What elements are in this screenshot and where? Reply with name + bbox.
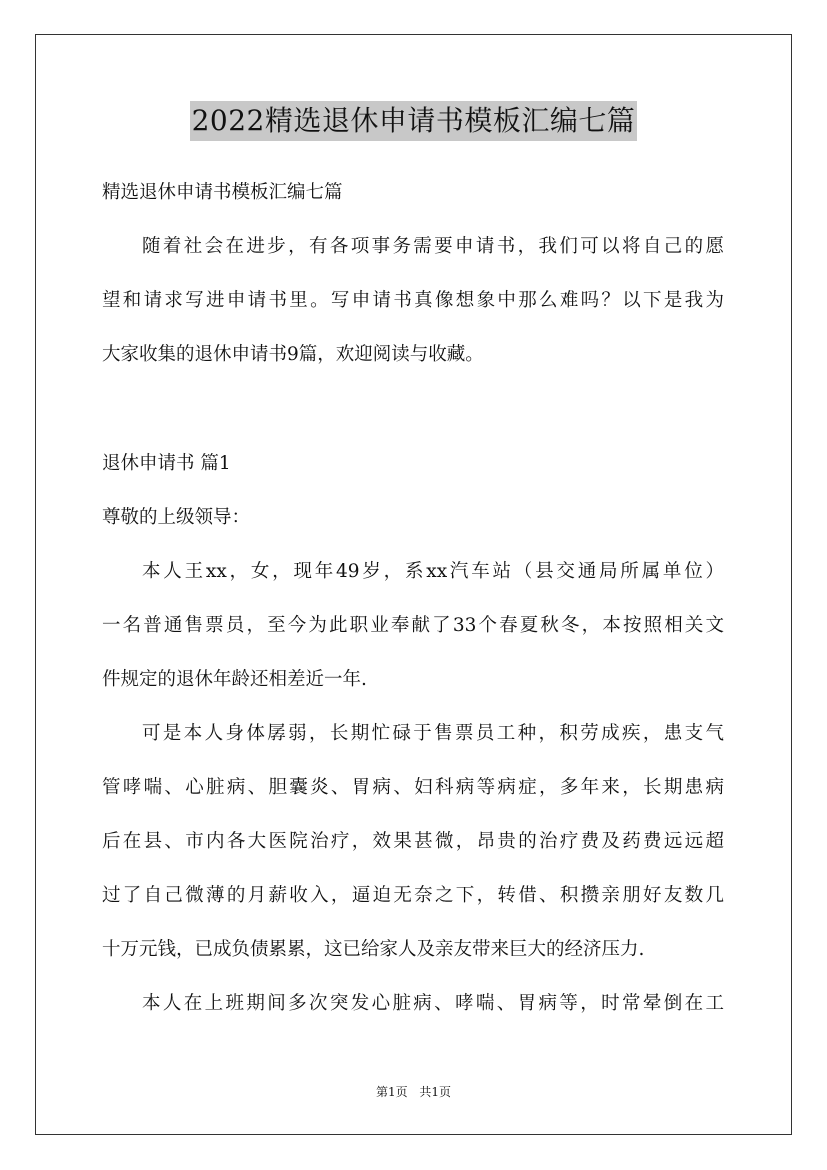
paragraph-line: 随着社会在进步，有各项事务需要申请书，我们可以将自己的愿	[142, 236, 724, 257]
paragraph-line: 后在县、市内各大医院治疗，效果甚微，昂贵的治疗费及药费远远超	[102, 831, 724, 852]
paragraph-line: 十万元钱，已成负债累累，这已给家人及亲友带来巨大的经济压力.	[102, 939, 645, 960]
paragraph-line: 本人在上班期间多次突发心脏病、哮喘、胃病等，时常晕倒在工	[142, 993, 724, 1014]
paragraph-line: 本人王xx，女，现年49岁，系xx汽车站（县交通局所属单位）	[142, 561, 724, 582]
section-heading: 退休申请书 篇1	[102, 453, 231, 474]
page-number: 第1页	[375, 1085, 408, 1099]
page-total: 共1页	[419, 1085, 452, 1099]
paragraph-line: 望和请求写进申请书里。写申请书真像想象中那么难吗？以下是我为	[102, 290, 724, 311]
paragraph-line: 件规定的退休年龄还相差近一年.	[102, 669, 367, 690]
page-footer	[0, 1083, 827, 1100]
document-title: 2022精选退休申请书模板汇编七篇	[190, 101, 638, 141]
paragraph-line: 一名普通售票员，至今为此职业奉献了33个春夏秋冬，本按照相关文	[102, 615, 724, 636]
paragraph-line: 大家收集的退休申请书9篇，欢迎阅读与收藏。	[102, 344, 484, 365]
paragraph-line: 管哮喘、心脏病、胆囊炎、胃病、妇科病等病症，多年来，长期患病	[102, 777, 724, 798]
subtitle-line: 精选退休申请书模板汇编七篇	[102, 182, 343, 203]
paragraph-line: 过了自己微薄的月薪收入，逼迫无奈之下，转借、积攒亲朋好友数几	[102, 885, 724, 906]
title-container	[0, 101, 827, 141]
salutation: 尊敬的上级领导：	[102, 507, 251, 528]
paragraph-line: 可是本人身体孱弱，长期忙碌于售票员工种，积劳成疾，患支气	[142, 723, 724, 744]
